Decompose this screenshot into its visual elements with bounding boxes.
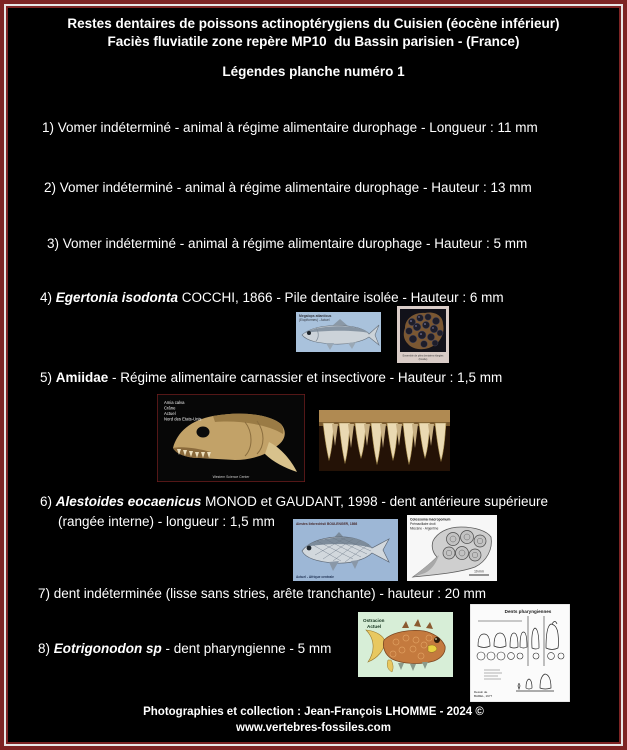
alestes-top-label: Alestes liebrechtsii BOULENGER, 1898: [296, 522, 358, 526]
legend-item-6-line2: (rangée interne) - longueur : 1,5 mm: [58, 514, 275, 529]
diagram-credit-line1: Dessin de: [474, 690, 488, 694]
amia-label-line3: Actuel: [164, 411, 176, 416]
legend-item-6-line1: [40, 494, 548, 510]
amia-eye-socket: [197, 427, 210, 438]
legend-item-5: [40, 370, 502, 386]
item-4-species-name: Egertonia isodonta: [55, 290, 179, 305]
ostracion-label-line1: Ostracion: [363, 618, 385, 623]
megalops-fish-photo: [296, 312, 381, 352]
item-8-description: - dent pharyngienne - 5 mm: [161, 641, 332, 656]
amia-label-line4: Nord des Etats-Unis: [164, 416, 202, 422]
legend-item-2: 2) Vomer indéterminé - animal à régime alimentaire durophage - Hauteur : 13 mm: [44, 180, 532, 195]
item-5-description: - Régime alimentaire carnassier et insectivore - Hauteur : 1,5 mm: [108, 370, 503, 385]
item-8-number: 8): [38, 641, 54, 656]
legend-item-8: [38, 641, 331, 657]
footer-website: www.vertebres-fossiles.com: [236, 722, 391, 734]
tooth-pile-caption-line2: (fossile): [418, 358, 428, 361]
legend-item-3: 3) Vomer indéterminé - animal à régime alimentaire durophage - Hauteur : 5 mm: [47, 236, 528, 251]
legend-item-7: 7) dent indéterminée (lisse sans stries, arête tranchante) - hauteur : 20 mm: [38, 586, 486, 601]
alestes-bottom-label: Actuel - Afrique centrale: [296, 575, 334, 579]
page-title-line1: Restes dentaires de poissons actinoptérygiens du Cuisien (éocène inférieur): [67, 16, 560, 31]
amia-photo-credit: Western Science Center: [212, 475, 250, 479]
legend-item-4: [40, 290, 504, 306]
megalops-label-line2: (Elopiformes) - Actuel: [299, 318, 330, 322]
ostracion-eye: [434, 637, 440, 643]
tooth-pile-caption-line1: Ensemble de piles dentaires élargies: [402, 354, 444, 358]
teeth-closeup-jawbone: [319, 410, 450, 424]
amia-teeth-closeup-photo: [319, 410, 450, 471]
page-subtitle: Légendes planche numéro 1: [222, 64, 405, 79]
colossoma-label-line3: Miocène - Argentine: [410, 526, 439, 531]
ostracion-label-line2: Actuel: [367, 624, 382, 629]
item-6-description: MONOD et GAUDANT, 1998 - dent antérieure supérieure: [201, 494, 548, 509]
item-8-species-name: Eotrigonodon sp: [53, 641, 162, 656]
item-4-description: COCCHI, 1866 - Pile dentaire isolée - Hauteur : 6 mm: [178, 290, 504, 305]
colossoma-premaxilla-photo: [407, 515, 497, 581]
amia-label-line2: Crâne: [164, 405, 176, 411]
item-5-number: 5): [40, 370, 56, 385]
diagram-credit-line2: BAREL, 1977: [474, 694, 493, 698]
colossoma-label-line2: Prémaxillaire droit: [410, 522, 436, 526]
alestes-eye: [307, 546, 312, 551]
megalops-label-line1: Megalops atlanticus: [299, 314, 332, 318]
amia-label-line1: Amia calva: [164, 400, 185, 405]
tooth-pile-photo: [397, 306, 449, 363]
item-5-family-name: Amiidae: [55, 370, 109, 385]
diagram-title: Dents pharyngiennes: [504, 609, 552, 614]
colossoma-scale-label: 10 mm: [474, 569, 484, 574]
pharyngeal-teeth-diagram: [470, 604, 570, 702]
page-title-line2: Faciès fluviatile zone repère MP10 du Bassin parisien - (France): [107, 34, 520, 49]
alestes-fish-photo: [293, 519, 398, 581]
footer-credit: Photographies et collection : Jean-François LHOMME - 2024 ©: [143, 706, 484, 718]
item-6-number: 6): [40, 494, 56, 509]
colossoma-label-line1: Colossoma macropomum: [410, 517, 451, 522]
megalops-eye: [307, 331, 311, 335]
item-4-number: 4): [40, 290, 56, 305]
ostracion-eye-highlight: [435, 638, 437, 640]
ostracion-fish-photo: [358, 612, 453, 677]
item-6-species-name: Alestoides eocaenicus: [55, 494, 202, 509]
legend-item-1: 1) Vomer indéterminé - animal à régime alimentaire durophage - Longueur : 11 mm: [42, 120, 538, 135]
amia-skull-photo: [157, 394, 305, 482]
